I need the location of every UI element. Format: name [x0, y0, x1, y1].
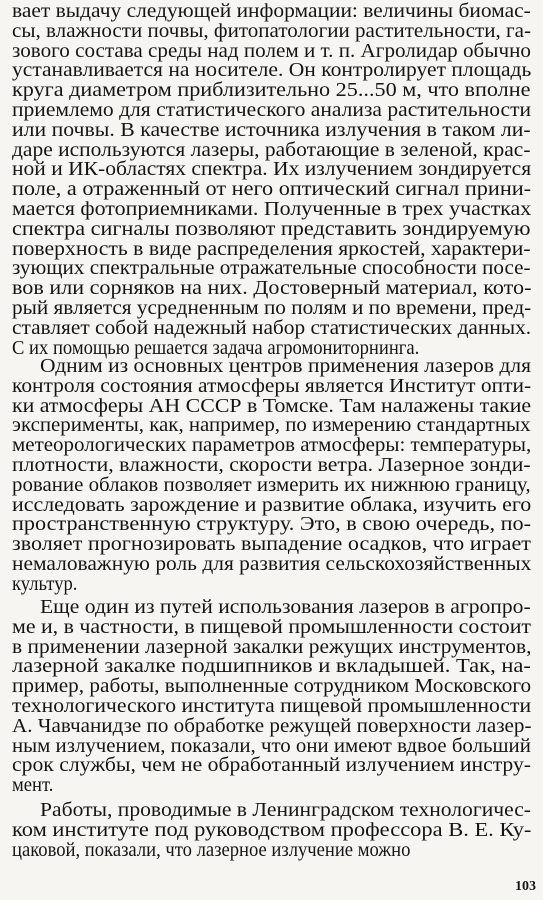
- text-line: или почвы. В качестве источника излучения в таком ли-: [12, 118, 531, 141]
- text-line: лазерной закалке подшипников и вкладышей. Так, на-: [12, 655, 531, 678]
- text-line: ме и, в частности, в пищевой промышленности состоит: [12, 615, 531, 638]
- text-line: Работы, проводимые в Ленинградском технологичес-: [40, 799, 531, 821]
- text-line: цаковой, показали, что лазерное излучение можно: [12, 838, 411, 861]
- text-line: зового состава среды над полем и т. п. Агролидар обычно: [12, 39, 531, 62]
- text-line: немаловажную роль для развития сельскохозяйственных: [12, 553, 532, 575]
- text-line: А. Чавчанидзе по обработке режущей поверхности лазер-: [12, 714, 532, 737]
- text-line: вает выдачу следующей информации: величины биомас-: [12, 0, 531, 22]
- text-line: культур.: [12, 572, 78, 595]
- text-line: ной и ИК-областях спектра. Их излучением зондируется: [12, 158, 532, 181]
- text-line: вов или сорняков на них. Достоверный материал, кото-: [12, 277, 532, 300]
- text-line: метеорологических параметров атмосферы: температуры,: [12, 434, 532, 457]
- text-line: исследовать зарождение и развитие облака, изучить его: [12, 493, 532, 516]
- text-line: сы, влажности почвы, фитопатологии растительности, га-: [12, 19, 531, 42]
- text-line: плотности, влажности, скорости ветра. Лазерное зонди-: [12, 454, 531, 476]
- text-line: рый является усредненным по полям и по времени, пред-: [12, 297, 532, 319]
- text-line: поле, а отраженный от него оптический сигнал прини-: [12, 178, 532, 201]
- text-line: приемлемо для статистического анализа растительности: [12, 99, 532, 121]
- text-line: ным излучением, показали, что они имеют вдвое больший: [12, 734, 531, 757]
- text-line: устанавливается на носителе. Он контролирует площадь: [12, 59, 532, 82]
- text-line: мается фотоприемниками. Полученные в трех участках: [12, 198, 532, 220]
- text-line: ставляет собой надежный набор статистических данных.: [12, 316, 532, 339]
- text-line: зволяет прогнозировать выпадение осадков, что играет: [12, 533, 531, 556]
- text-line: пространственную структуру. Это, в свою очередь, по-: [12, 513, 532, 536]
- text-line: технологического института пищевой промышленности: [12, 695, 532, 717]
- text-line: эксперименты, как, например, по измерению стандартных: [12, 414, 531, 437]
- text-line: ки атмосферы АН СССР в Томске. Там налажены такие: [12, 394, 532, 417]
- text-line: даре используются лазеры, работающие в зеленой, крас-: [12, 138, 531, 161]
- text-line: круга диаметром приблизительно 25...50 м, что вполне: [12, 79, 531, 102]
- text-line: пример, работы, выполненные сотрудником Московского: [12, 675, 532, 698]
- text-line: Одним из основных центров применения лазеров для: [40, 355, 531, 377]
- text-line: рование облаков позволяет измерить их нижнюю границу,: [12, 473, 531, 496]
- text-line: контроля состояния атмосферы является Институт опти-: [12, 374, 532, 397]
- text-line: ком институте под руководством профессора В. Е. Ку-: [12, 818, 532, 841]
- text-line: срок службы, чем не обработанный излучением инстру-: [12, 754, 532, 777]
- text-line: поверхность в виде распределения яркостей, характери-: [12, 237, 531, 260]
- text-line: С их помощью решается задача агромониторнинга.: [12, 336, 420, 359]
- text-line: спектра сигналы позволяют представить зондируемую: [12, 217, 531, 240]
- text-line: Еще один из путей использования лазеров в агропро-: [40, 596, 531, 618]
- text-line: в применении лазерной закалки режущих инструментов,: [12, 635, 532, 658]
- text-line: зующих спектральные отражательные способности посе-: [12, 257, 531, 280]
- page-number: 103: [515, 879, 536, 894]
- text-line: мент.: [12, 774, 54, 797]
